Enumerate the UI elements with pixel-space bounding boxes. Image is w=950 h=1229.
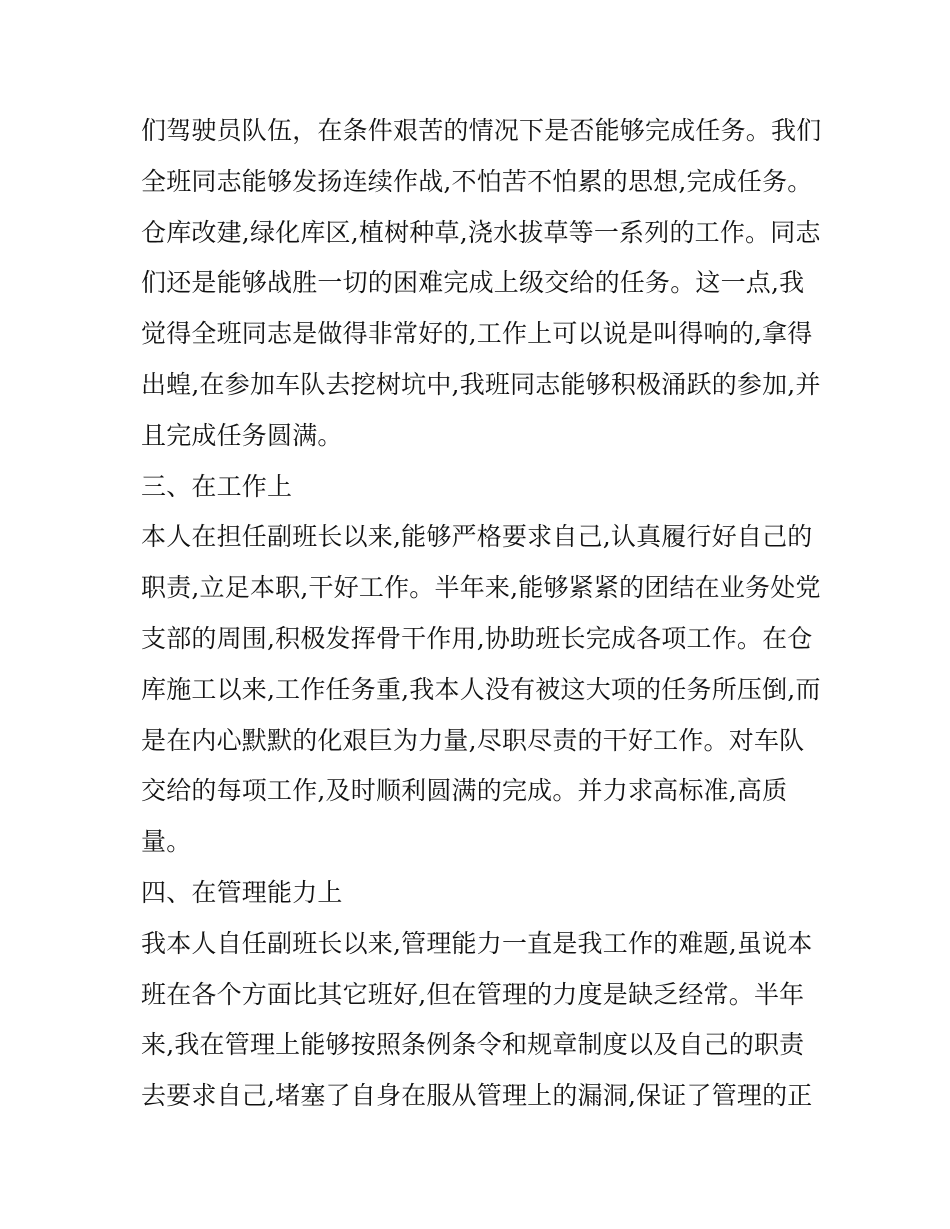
body-text-line: 库施工以来,工作任务重,我本人没有被这大项的任务所压倒,而 [141,674,821,704]
section-heading: 四、在管理能力上 [141,877,343,907]
body-text-line: 本人在担任副班长以来,能够严格要求自己,认真履行好自己的 [141,522,813,552]
body-text-line: 支部的周围,积极发挥骨干作用,协助班长完成各项工作。在仓 [141,623,813,653]
body-text-line: 出蝗,在参加车队去挖树坑中,我班同志能够积极涌跃的参加,并 [141,369,821,399]
body-text-line: 来,我在管理上能够按照条例条令和规章制度以及自己的职责 [141,1030,805,1060]
section-heading: 三、在工作上 [141,471,293,501]
body-text-line: 们还是能够战胜一切的困难完成上级交给的任务。这一点,我 [141,268,805,298]
body-text-line: 们驾驶员队伍，在条件艰苦的情况下是否能够完成任务。我们 [141,116,822,145]
body-text-line: 我本人自任副班长以来,管理能力一直是我工作的难题,虽说本 [141,928,813,958]
body-text-line: 量。 [141,827,192,857]
body-text-line: 觉得全班同志是做得非常好的,工作上可以说是叫得响的,拿得 [141,319,813,349]
body-text-line: 全班同志能够发扬连续作战,不怕苦不怕累的思想,完成任务。 [141,166,813,196]
document-body [141,106,821,1122]
body-text-line: 仓库改建,绿化库区,植树种草,浇水拔草等一系列的工作。同志 [141,217,821,247]
body-text-line: 是在内心默默的化艰巨为力量,尽职尽责的干好工作。对车队 [141,725,805,755]
body-text-line: 职责,立足本职,干好工作。半年来,能够紧紧的团结在业务处党 [141,573,821,603]
body-text-line: 去要求自己,堵塞了自身在服从管理上的漏洞,保证了管理的正 [141,1081,813,1111]
body-text-line: 且完成任务圆满。 [141,420,343,450]
body-text-line: 班在各个方面比其它班好,但在管理的力度是缺乏经常。半年 [141,979,805,1009]
body-text-line: 交给的每项工作,及时顺利圆满的完成。并力求高标准,高质 [141,776,788,806]
